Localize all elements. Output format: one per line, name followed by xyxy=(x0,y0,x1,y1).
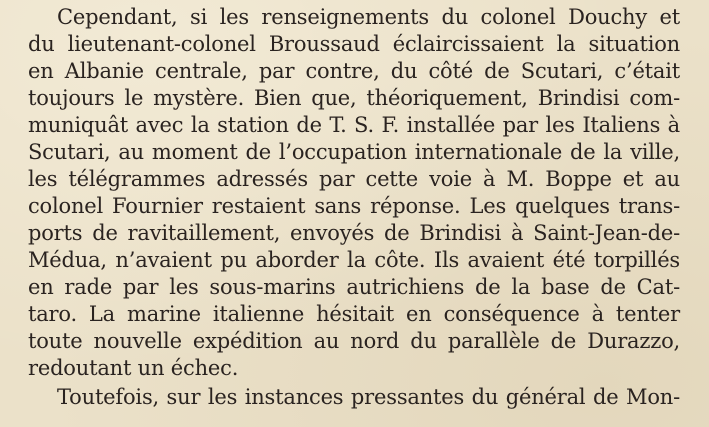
text-line: colonel Fournier restaient sans réponse. Les quelques trans- xyxy=(28,194,680,218)
text-line: en rade par les sous-marins autrichiens de la base de Cat- xyxy=(28,275,680,299)
text-line: les télégrammes adressés par cette voie à M. Boppe et au xyxy=(28,167,680,191)
text-line: du lieutenant-colonel Broussaud éclaircissaient la situation xyxy=(28,32,680,56)
text-line: Scutari, au moment de l’occupation internationale de la ville, xyxy=(28,140,680,164)
text-line: muniquât avec la station de T. S. F. installée par les Italiens à xyxy=(28,113,680,137)
text-line: toujours le mystère. Bien que, théoriquement, Brindisi com- xyxy=(28,86,680,110)
text-line: redoutant un échec. xyxy=(28,356,239,380)
text-line: toute nouvelle expédition au nord du parallèle de Durazzo, xyxy=(28,329,680,353)
text-line: ports de ravitaillement, envoyés de Brindisi à Saint-Jean-de- xyxy=(28,221,680,245)
text-line: Médua, n’avaient pu aborder la côte. Ils avaient été torpillés xyxy=(28,248,680,272)
text-line: en Albanie centrale, par contre, du côté de Scutari, c’était xyxy=(28,59,680,83)
text-line: Toutefois, sur les instances pressantes du général de Mon- xyxy=(57,385,680,409)
text-line: Cependant, si les renseignements du colonel Douchy et xyxy=(57,5,680,29)
text-line: taro. La marine italienne hésitait en conséquence à tenter xyxy=(28,302,680,326)
